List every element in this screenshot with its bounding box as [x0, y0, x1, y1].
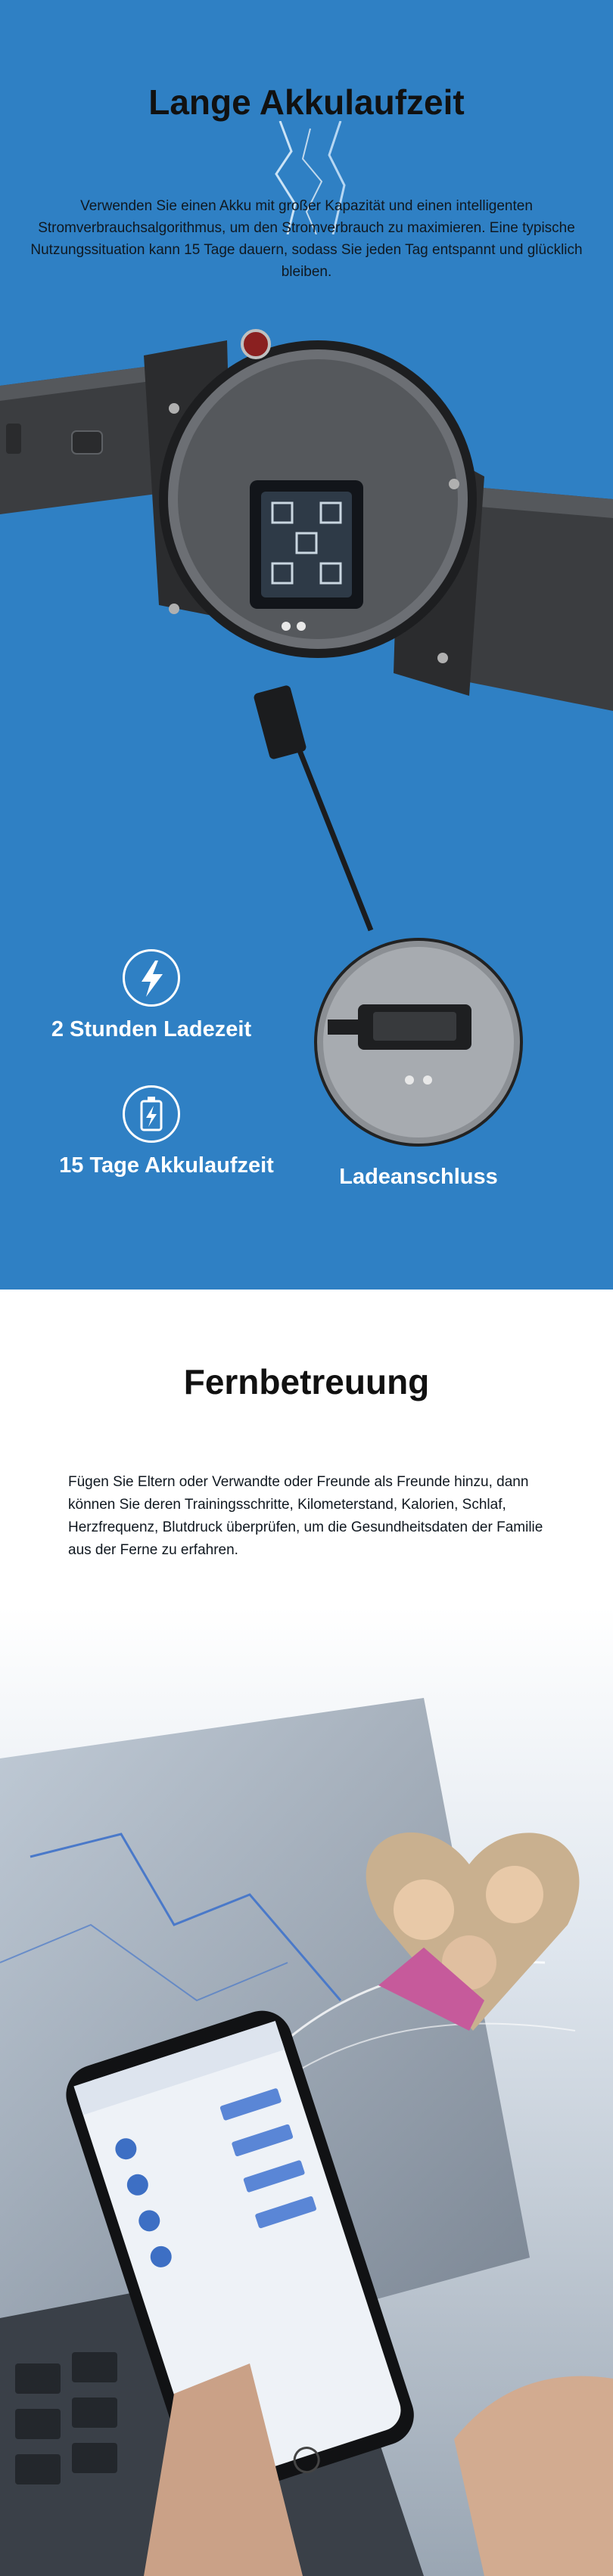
- remote-care-title: Fernbetreuung: [183, 1362, 430, 1401]
- lightning-icon: [123, 949, 180, 1007]
- remote-care-description: Fügen Sie Eltern oder Verwandte oder Freunde als Freunde hinzu, dann können Sie deren Trainingsschritte, Kilometerstand, Kalorien, Schlaf, Herzfrequenz, Blutdruck überprüfen, um die Gesundheitsdaten der Familie aus der Ferne zu erfahren.: [68, 1474, 543, 1558]
- battery-title: Lange Akkulaufzeit: [148, 82, 465, 122]
- family-phone-photo: [0, 1607, 613, 2576]
- charging-port-label: Ladeanschluss: [339, 1165, 498, 1189]
- battery-description: Verwenden Sie einen Akku mit großer Kapazität und einen intelligenten Stromverbrauchsalgorithmus, um den Stromverbrauch zu maximieren. Eine typische Nutzungssituation kann 15 Tage dauern, sodass Sie jeden Tag entspannt und glücklich bleiben.: [30, 198, 583, 280]
- watch-back-image: [0, 318, 613, 938]
- battery-icon: [123, 1085, 180, 1143]
- charging-connector-image: [313, 936, 524, 1148]
- phone-in-hand-image: [0, 1607, 613, 2576]
- battery-life-label: 15 Tage Akkulaufzeit: [59, 1153, 274, 1178]
- charge-time-label: 2 Stunden Ladezeit: [51, 1017, 252, 1041]
